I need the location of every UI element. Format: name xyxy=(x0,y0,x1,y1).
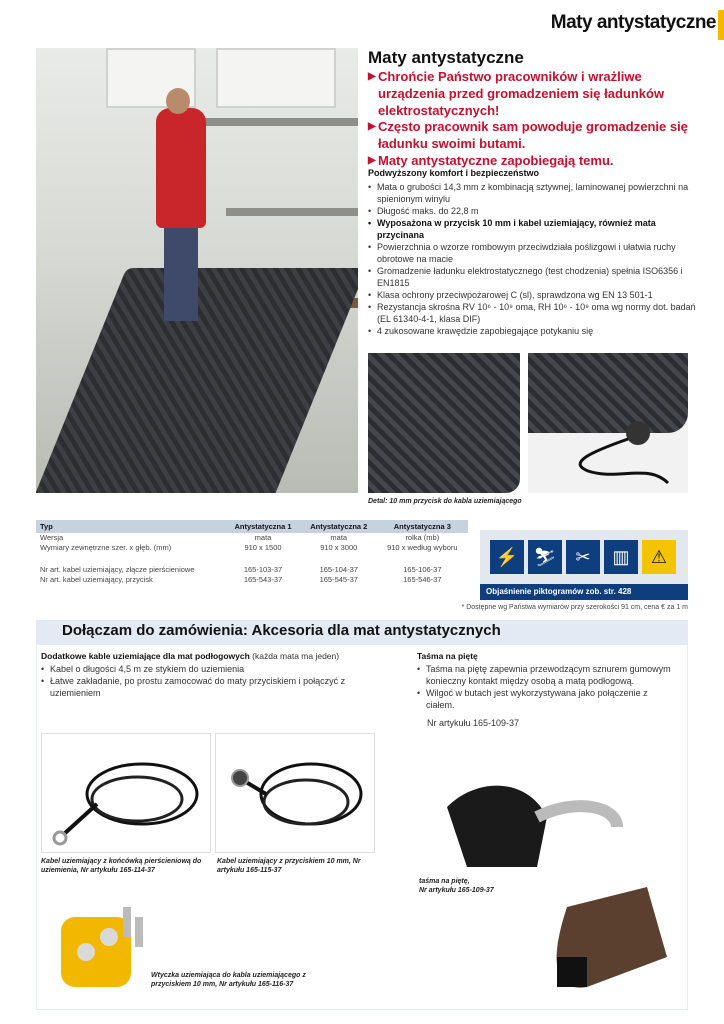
table-cell: 910 x 1500 xyxy=(244,543,282,552)
table-cell: 165-545-37 xyxy=(319,575,358,584)
cable-ring-photo xyxy=(41,733,211,853)
accessories-title: Dołączam do zamówienia: Akcesoria dla mat antystatycznych xyxy=(62,622,501,639)
ground-plug-icon xyxy=(41,877,161,1007)
ground-plug-photo xyxy=(41,877,161,1007)
list-item: • Wilgoć w butach jest wykorzystywana jako połączenie z ciałem. xyxy=(417,687,677,711)
detail-photo-mat-corner xyxy=(368,353,520,493)
table-cell: 165-103-37 xyxy=(243,565,283,574)
feature-item: • Gromadzenie ładunku elektrostatycznego (test chodzenia) spełnia ISO6356 i EN1815 xyxy=(368,265,698,289)
intro-title: Maty antystatyczne xyxy=(368,48,524,67)
feature-item: • Długość maks. do 22,8 m xyxy=(368,205,698,217)
table-header-cell: Antystatyczna 1 xyxy=(225,520,301,533)
accessories-section xyxy=(36,620,688,1010)
table-cell: 165-543-37 xyxy=(243,575,283,584)
list-item: • Kabel o długości 4,5 m ze stykiem do uziemienia xyxy=(41,663,361,675)
main-photo xyxy=(36,48,358,493)
footnote: * Dostępne wg Państwa wymiarów przy szerokości 91 cm, cena € za 1 m xyxy=(461,604,688,611)
table-header-cell: Typ xyxy=(36,520,225,533)
caption-snap-cable: Kabel uziemiający z przyciskiem 10 mm, Nr artykułu 165-115-37 xyxy=(217,858,361,874)
cables-list xyxy=(41,663,361,699)
table-cell xyxy=(301,553,377,565)
fire-class-icon: ▥ xyxy=(604,540,638,574)
list-item: • Łatwe zakładanie, po prostu zamocować do maty przyciskiem i połączyć z uziemieniem xyxy=(41,675,361,699)
table-cell: 165-104-37 xyxy=(319,565,358,574)
cable-icon xyxy=(528,353,688,493)
feature-item: • Powierzchnia o wzorze rombowym przeciwdziała poślizgowi i ułatwia ruchy obrotowe na macie xyxy=(368,241,698,265)
anti-slip-icon: ⛷ xyxy=(528,540,562,574)
cable-snap-photo xyxy=(215,733,375,853)
feature-item: • Wyposażona w przycisk 10 mm i kabel uziemiający, również mata przycinana xyxy=(368,217,698,241)
table-row xyxy=(36,565,468,575)
caption-ring-cable: Kabel uziemiający z końcówką pierścieniową do uziemienia, Nr artykułu 165-114-37 xyxy=(41,858,202,874)
features-subhead: Podwyższony komfort i bezpieczeństwo xyxy=(368,168,540,178)
cables-head: Dodatkowe kable uziemiające dla mat podłogowych (każda mata ma jeden) xyxy=(41,651,340,661)
heel-strap-head: Taśma na piętę xyxy=(417,651,478,661)
worker-head xyxy=(166,88,190,114)
page-header-title: Maty antystatyczne xyxy=(550,12,716,33)
feature-item: • Klasa ochrony przeciwpożarowej C (sl), sprawdzona wg EN 13 501-1 xyxy=(368,289,698,301)
table-cell xyxy=(36,553,225,565)
esd-warning-icon: ⚠ xyxy=(642,540,676,574)
intro-point: ▶ Maty antystatyczne zapobiegają temu. xyxy=(368,153,614,168)
table-header-row xyxy=(36,520,468,533)
ring-cable-icon xyxy=(42,734,211,853)
pictogram-caption[interactable]: Objaśnienie piktogramów zob. str. 428 xyxy=(480,584,688,600)
table-cell: mata xyxy=(330,533,348,542)
window xyxy=(216,48,336,108)
header-accent-bar xyxy=(718,10,724,40)
caption-heel-strap: taśma na piętę, Nr artykułu 165-109-37 xyxy=(419,878,494,894)
cut-to-size-icon: ✂ xyxy=(566,540,600,574)
list-item: • Taśma na piętę zapewnia przewodzącym sznurem gumowym konieczny kontakt między osobą a matą podłogową. xyxy=(417,663,677,687)
table-row xyxy=(36,575,468,585)
feature-item: • Mata o grubości 14,3 mm z kombinacją sztywnej, laminowanej powierzchni na spienionym winylu xyxy=(368,181,698,205)
table-header-cell: Antystatyczna 3 xyxy=(377,520,468,533)
table-row xyxy=(36,533,468,543)
table-header-cell: Antystatyczna 2 xyxy=(301,520,377,533)
triangle-icon: ▶ xyxy=(368,121,376,132)
table-cell xyxy=(377,553,468,565)
antistatic-person-icon: ⚡ xyxy=(490,540,524,574)
heel-strap-artno: Nr artykułu 165-109-37 xyxy=(427,718,520,728)
table-cell: Wersja xyxy=(40,533,64,542)
triangle-icon: ▶ xyxy=(368,71,376,82)
table-row xyxy=(36,543,468,553)
worker-legs xyxy=(164,226,198,321)
feature-list xyxy=(368,181,698,337)
intro-point: ▶ Często pracownik sam powoduje gromadzenie się ładunku swoimi butami. xyxy=(368,119,688,151)
table-cell: Nr art. kabel uziemiający, złącze pierścieniowe xyxy=(40,565,195,574)
accessories-content xyxy=(36,644,688,1010)
table-cell: 910 x według wyboru xyxy=(387,543,458,552)
heel-strap-list xyxy=(417,663,677,711)
table-cell xyxy=(225,553,301,565)
pictogram-panel xyxy=(480,530,688,600)
table-cell: Nr art. kabel uziemiający, przycisk xyxy=(40,575,153,584)
shelf xyxy=(196,118,358,126)
shelf xyxy=(226,208,358,216)
product-table xyxy=(36,520,468,585)
feature-item: • Rezystancja skrośna RV 10⁶ - 10⁹ oma, RH 10⁶ - 10⁹ oma wg normy dot. badań (EL 61340-4-1, klasa DIF) xyxy=(368,301,698,325)
triangle-icon: ▶ xyxy=(368,155,376,166)
table-cell: mata xyxy=(254,533,272,542)
table-row xyxy=(36,553,468,565)
snap-cable-icon xyxy=(216,734,375,853)
table-cell: 165-546-37 xyxy=(403,575,442,584)
intro-point: ▶ Chrońcie Państwo pracowników i wrażliwe urządzenia przed gromadzeniem się ładunków elektrostatycznych! xyxy=(368,69,665,118)
table-cell: Wymiary zewnętrzne szer. x głęb. (mm) xyxy=(40,543,172,552)
caption-ground-plug: Wtyczka uziemiająca do kabla uziemiającego z przyciskiem 10 mm, Nr artykułu 165-116-37 xyxy=(151,972,306,988)
worker-body xyxy=(156,108,206,228)
table-cell: rolka (mb) xyxy=(405,533,440,542)
table-cell: 165-106-37 xyxy=(403,565,442,574)
detail-caption: Detal: 10 mm przycisk do kabla uziemiającego xyxy=(368,498,522,505)
detail-photo-cable xyxy=(528,353,688,493)
feature-item: • 4 zukosowane krawędzie zapobiegające potykaniu się xyxy=(368,325,698,337)
table-cell: 910 x 3000 xyxy=(320,543,358,552)
